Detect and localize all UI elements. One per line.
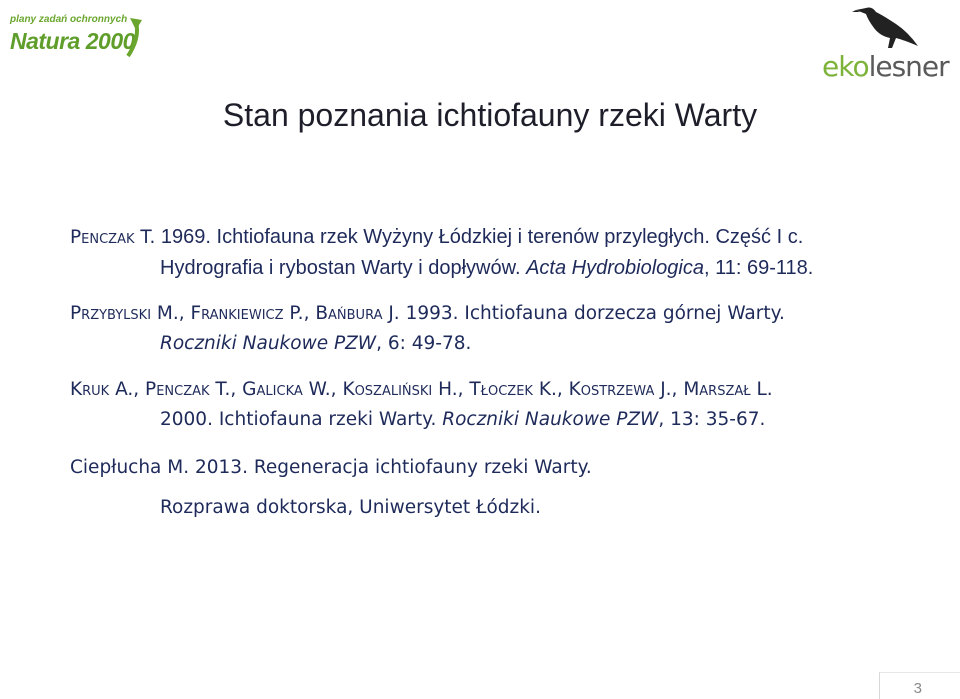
ekolesner-wordmark — [822, 50, 949, 83]
natura-2000-logo — [8, 8, 158, 68]
ref-authors: Kruk A., Penczak T., Galicka W., Koszaliński H., Tłoczek K., Kostrzewa J., Marszał L. — [70, 379, 773, 400]
ref-pages: , 11: 69-118. — [703, 257, 814, 279]
page-number: 3 — [913, 680, 922, 697]
ekolesner-logo — [822, 2, 958, 82]
ref-line2: Rozprawa doktorska, Uniwersytet Łódzki. — [160, 497, 541, 518]
ref-line1: 1993. Ichtiofauna dorzecza górnej Warty. — [399, 303, 785, 324]
ref-authors: Penczak T. — [70, 227, 156, 248]
reference-list — [70, 222, 950, 523]
reference-item — [70, 222, 950, 283]
reference-item — [70, 299, 950, 359]
lesner-text: lesner — [868, 50, 949, 83]
ref-pages: , 13: 35-67. — [658, 409, 766, 430]
reference-item — [70, 453, 950, 523]
ref-line2: Hydrografia i rybostan Warty i dopływów. — [160, 257, 527, 279]
ref-line1: 1969. Ichtiofauna rzek Wyżyny Łódzkiej i terenów przyległych. Część I c. — [155, 226, 804, 248]
ref-line2: 2000. Ichtiofauna rzeki Warty. — [160, 409, 443, 430]
slide-title: Stan poznania ichtiofauny rzeki Warty — [222, 97, 758, 133]
eko-text: eko — [822, 50, 869, 83]
ref-pages: , 6: 49-78. — [376, 333, 472, 354]
ref-journal: Roczniki Naukowe PZW — [442, 409, 659, 430]
ref-authors: Przybylski M., Frankiewicz P., Bańbura J. — [70, 303, 400, 324]
ref-journal: Roczniki Naukowe PZW — [160, 333, 377, 354]
bird-icon — [852, 2, 922, 54]
ref-line1: Ciepłucha M. 2013. Regeneracja ichtiofauny rzeki Warty. — [70, 457, 592, 478]
natura-wordmark: Natura 2000 — [10, 28, 135, 54]
ref-journal: Acta Hydrobiologica — [526, 257, 704, 279]
reference-item — [70, 375, 950, 435]
natura-tagline: plany zadań ochronnych — [10, 14, 128, 25]
natura-arrow-icon — [8, 8, 158, 68]
